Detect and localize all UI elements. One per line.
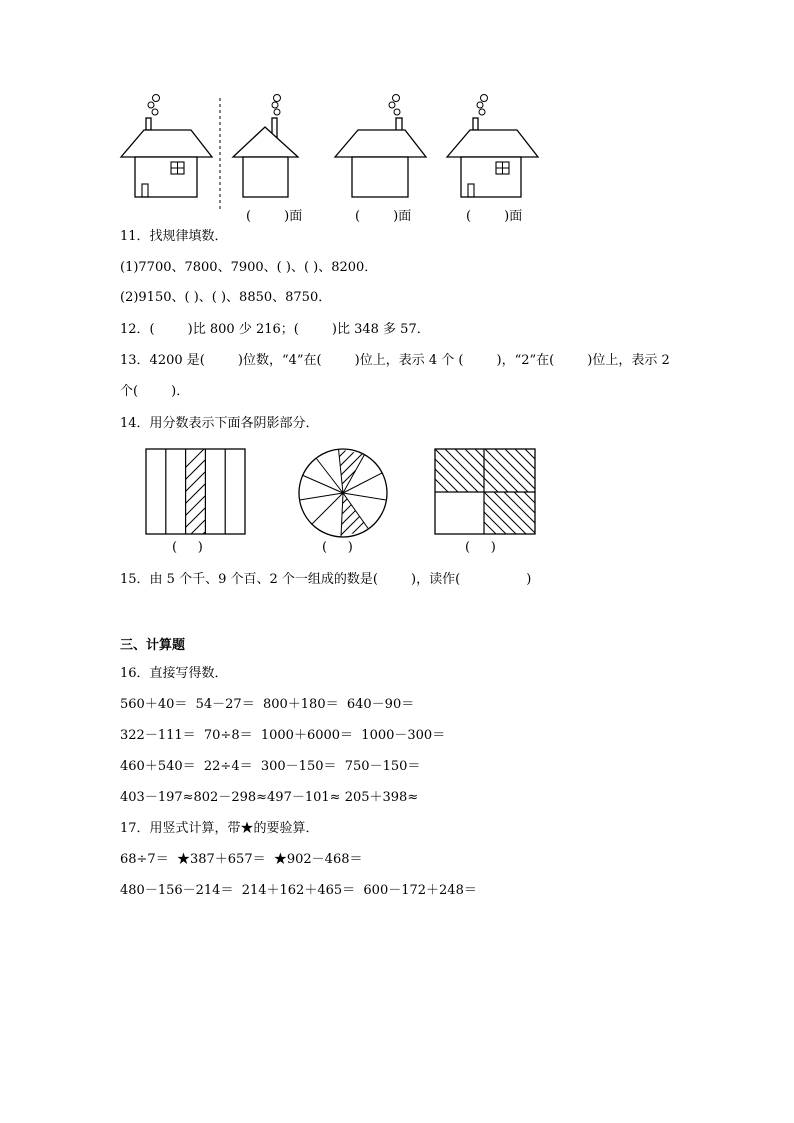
fraction-figure-strips [145,448,247,536]
q16-row-1: 560＋40＝ 54－27＝ 800＋180＝ 640－90＝ [120,697,415,712]
q12-text: 12．( )比 800 少 216；( )比 348 多 57． [120,322,430,337]
q15-text: 15．由 5 个千、9 个百、2 个一组成的数是( )，读作( ) [120,572,532,587]
section-title: 三、计算题 [120,638,186,653]
q11-line-1: (1)7700、7800、7900、( )、( )、8200． [120,260,378,275]
house-figure-original [118,94,218,204]
q16-row-4: 403－197≈802－298≈497－101≈ 205＋398≈ [120,790,419,805]
house-view-top [444,94,544,204]
house-view-side [230,94,302,204]
q14-title: 14．用分数表示下面各阴影部分． [120,416,319,431]
q14-answer-2: ( ) [322,540,353,555]
dashed-divider [218,98,222,210]
q17-title: 17．用竖式计算，带★的要验算． [120,821,319,836]
q17-row-2: 480－156－214＝ 214＋162＋465＝ 600－172＋248＝ [120,883,477,898]
house-answer-2: ( )面 [355,209,412,224]
fraction-figure-squares [434,448,537,536]
fraction-figure-circle [298,448,390,538]
house-answer-1: ( )面 [246,209,303,224]
q17-row-1: 68÷7＝ ★387＋657＝ ★902－468＝ [120,852,363,867]
q16-row-3: 460＋540＝ 22÷4＝ 300－150＝ 750－150＝ [120,759,421,774]
q13-line-1: 13．4200 是( )位数，“4”在( )位上，表示 4 个 ( )，“2”在( )位上，表示 2 [120,353,670,368]
house-answer-3: ( )面 [466,209,523,224]
q16-row-2: 322－111＝ 70÷8＝ 1000＋6000＝ 1000－300＝ [120,728,446,743]
house-view-front [332,94,432,204]
q11-line-2: (2)9150、( )、( )、8850、8750． [120,290,332,305]
q14-answer-3: ( ) [465,540,496,555]
q16-title: 16．直接写得数． [120,666,228,681]
q11-title: 11．找规律填数． [120,229,228,244]
q13-line-2: 个( )． [120,384,190,399]
q14-answer-1: ( ) [172,540,203,555]
